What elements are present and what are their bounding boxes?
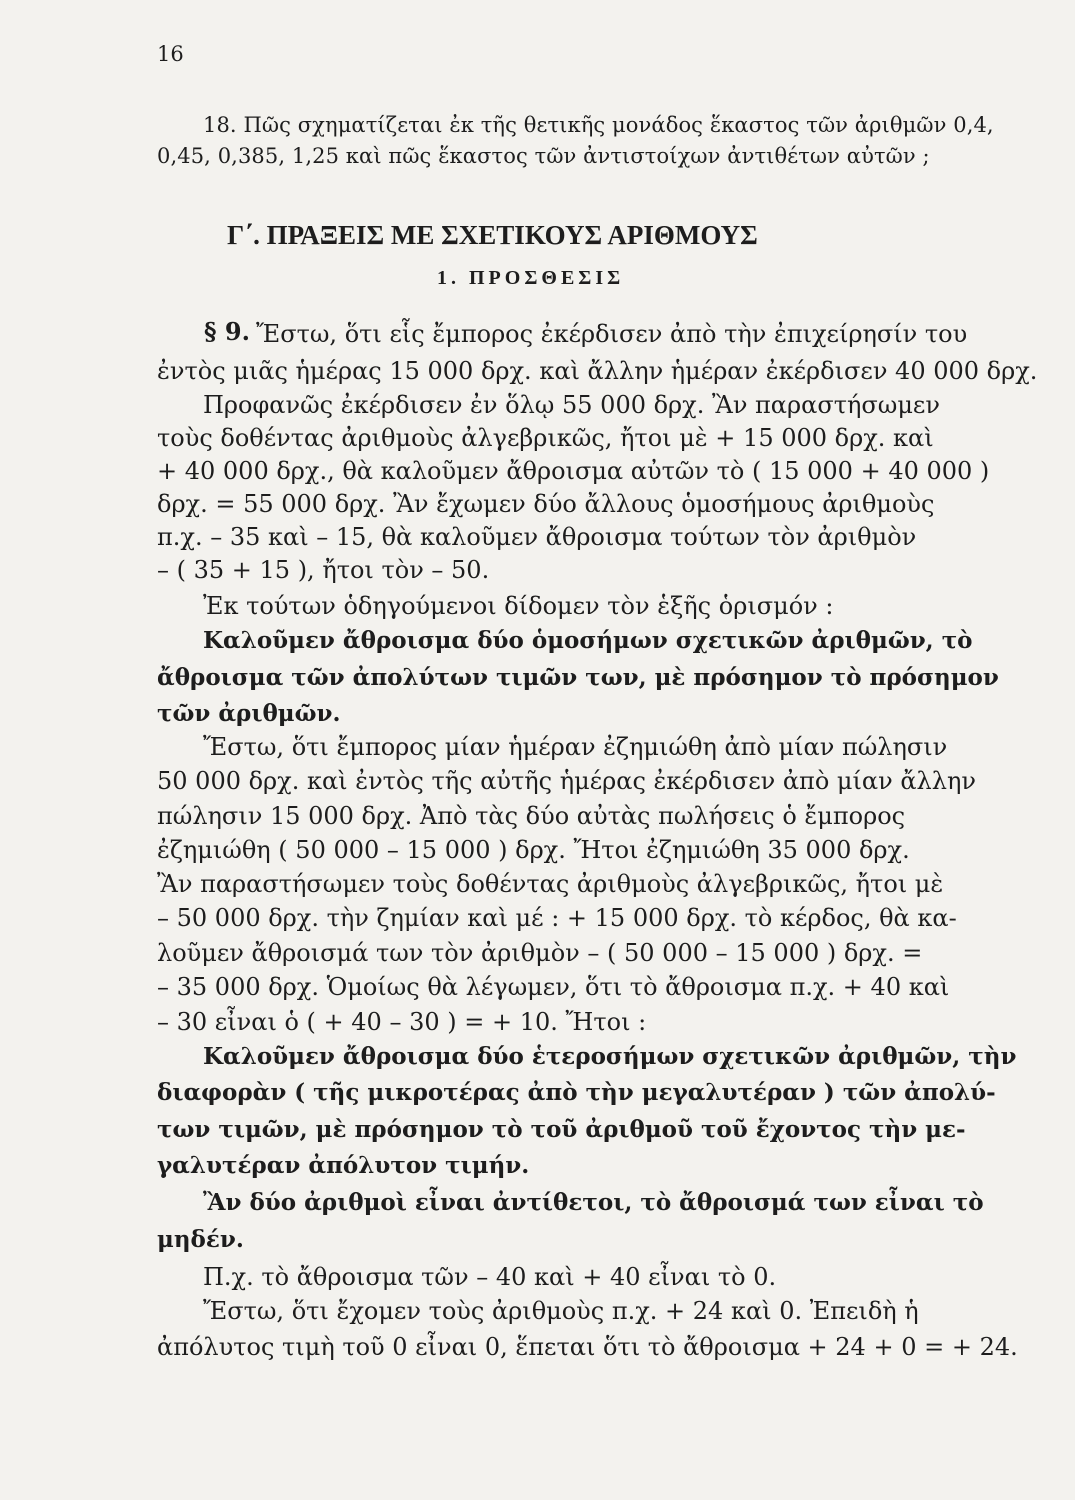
body-line: δρχ. = 55 000 δρχ. Ἂν ἔχωμεν δύο ἄλλους ὁμοσήμους ἀριθμοὺς: [157, 490, 935, 518]
body-line: τοὺς δοθέντας ἀριθμοὺς ἀλγεβρικῶς, ἤτοι μὲ + 15 000 δρχ. καὶ: [157, 424, 934, 452]
body-line: – 35 000 δρχ. Ὁμοίως θὰ λέγωμεν, ὅτι τὸ ἄθροισμα π.χ. + 40 καὶ: [157, 973, 950, 1001]
body-line: Π.χ. τὸ ἄθροισμα τῶν – 40 καὶ + 40 εἶναι τὸ 0.: [203, 1263, 777, 1291]
body-line: Ἐκ τούτων ὁδηγούμενοι δίδομεν τὸν ἑξῆς ὁρισμόν :: [203, 592, 834, 620]
definition-line: μηδέν.: [157, 1226, 244, 1253]
body-line: + 40 000 δρχ., θὰ καλοῦμεν ἄθροισμα αὐτῶν τὸ ( 15 000 + 40 000 ): [157, 457, 990, 485]
body-line: λοῦμεν ἄθροισμά των τὸν ἀριθμὸν – ( 50 000 – 15 000 ) δρχ. =: [157, 939, 923, 967]
body-line: πώλησιν 15 000 δρχ. Ἀπὸ τὰς δύο αὐτὰς πωλήσεις ὁ ἔμπορος: [157, 802, 906, 830]
body-line: ἀπόλυτος τιμὴ τοῦ 0 εἶναι 0, ἕπεται ὅτι τὸ ἄθροισμα + 24 + 0 = + 24.: [157, 1333, 1018, 1361]
definition-line: διαφορὰν ( τῆς μικροτέρας ἀπὸ τὴν μεγαλυτέραν ) τῶν ἀπολύ-: [157, 1079, 996, 1106]
body-line: Ἂν παραστήσωμεν τοὺς δοθέντας ἀριθμοὺς ἀλγεβρικῶς, ἤτοι μὲ: [157, 870, 944, 898]
definition-line: Καλοῦμεν ἄθροισμα δύο ἑτεροσήμων σχετικῶν ἀριθμῶν, τὴν: [203, 1043, 1017, 1070]
chapter-title: Γ΄. ΠΡΑΞΕΙΣ ΜΕ ΣΧΕΤΙΚΟΥΣ ΑΡΙΘΜΟΥΣ: [227, 220, 758, 250]
body-line: ἐντὸς μιᾶς ἡμέρας 15 000 δρχ. καὶ ἄλλην ἡμέραν ἐκέρδισεν 40 000 δρχ.: [157, 357, 1038, 385]
body-line: Ἔστω, ὅτι εἷς ἔμπορος ἐκέρδισεν ἀπὸ τὴν ἐπιχείρησίν του: [256, 320, 968, 348]
definition-line: τῶν ἀριθμῶν.: [157, 700, 341, 727]
page-number: 16: [157, 42, 184, 66]
body-line: – 50 000 δρχ. τὴν ζημίαν καὶ μέ : + 15 000 δρχ. τὸ κέρδος, θὰ κα-: [157, 904, 957, 932]
exercise-line: 0,45, 0,385, 1,25 καὶ πῶς ἕκαστος τῶν ἀντιστοίχων ἀντιθέτων αὐτῶν ;: [157, 144, 930, 168]
body-line: ἐζημιώθη ( 50 000 – 15 000 ) δρχ. Ἤτοι ἐζημιώθη 35 000 δρχ.: [157, 836, 910, 864]
section-mark: § 9.: [204, 317, 250, 346]
definition-line: ἄθροισμα τῶν ἀπολύτων τιμῶν των, μὲ πρόσημον τὸ πρόσημον: [157, 664, 999, 691]
definition-line: των τιμῶν, μὲ πρόσημον τὸ τοῦ ἀριθμοῦ τοῦ ἔχοντος τὴν με-: [157, 1116, 966, 1143]
section-title: 1. ΠΡΟΣΘΕΣΙΣ: [437, 267, 625, 289]
body-line: 50 000 δρχ. καὶ ἐντὸς τῆς αὐτῆς ἡμέρας ἐκέρδισεν ἀπὸ μίαν ἄλλην: [157, 767, 976, 795]
body-line: – 30 εἶναι ὁ ( + 40 – 30 ) = + 10. Ἤτοι :: [157, 1008, 647, 1036]
body-line: – ( 35 + 15 ), ἤτοι τὸν – 50.: [157, 556, 490, 584]
definition-line: Καλοῦμεν ἄθροισμα δύο ὁμοσήμων σχετικῶν ἀριθμῶν, τὸ: [203, 627, 973, 654]
definition-line: Ἂν δύο ἀριθμοὶ εἶναι ἀντίθετοι, τὸ ἄθροισμά των εἶναι τὸ: [203, 1189, 984, 1216]
exercise-line: 18. Πῶς σχηματίζεται ἐκ τῆς θετικῆς μονάδος ἕκαστος τῶν ἀριθμῶν 0,4,: [203, 113, 994, 137]
body-line: π.χ. – 35 καὶ – 15, θὰ καλοῦμεν ἄθροισμα τούτων τὸν ἀριθμὸν: [157, 523, 917, 551]
body-line: Ἔστω, ὅτι ἔχομεν τοὺς ἀριθμοὺς π.χ. + 24 καὶ 0. Ἐπειδὴ ἡ: [203, 1297, 919, 1325]
body-line: Ἔστω, ὅτι ἔμπορος μίαν ἡμέραν ἐζημιώθη ἀπὸ μίαν πώλησιν: [203, 733, 948, 761]
definition-line: γαλυτέραν ἀπόλυτον τιμήν.: [157, 1152, 530, 1179]
body-line: Προφανῶς ἐκέρδισεν ἐν ὅλῳ 55 000 δρχ. Ἂν παραστήσωμεν: [203, 391, 940, 419]
